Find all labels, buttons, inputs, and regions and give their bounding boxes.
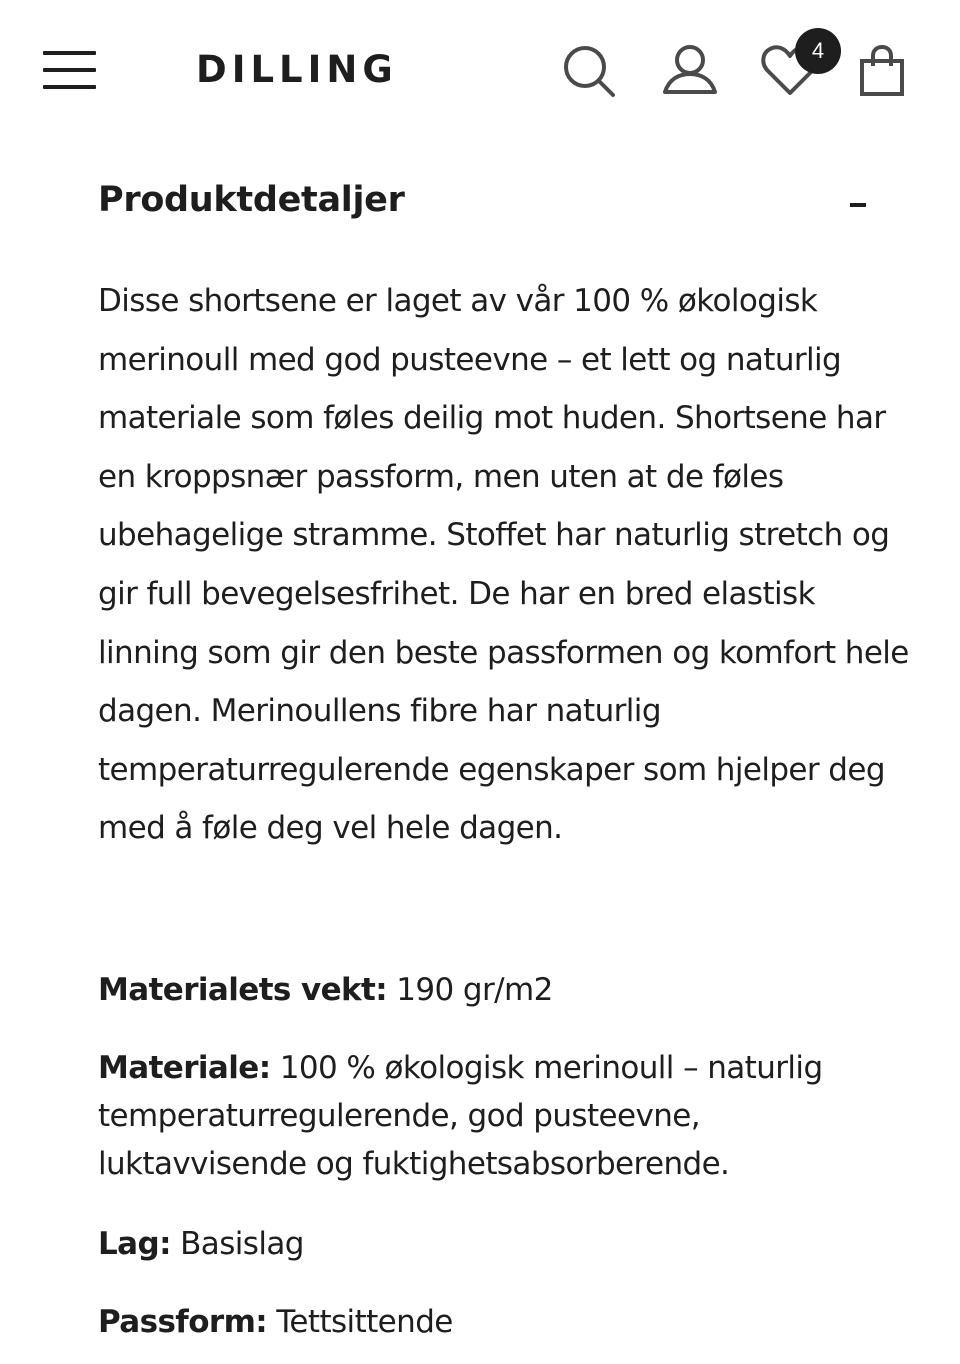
spec-fit: [98, 1298, 910, 1346]
menu-button[interactable]: [40, 46, 100, 94]
product-description: Disse shortsene er laget av vår 100 % økologisk merinoull med god pusteevne – et lett og naturlig materiale som føles deilig mot huden. Shortsene har en kroppsnær passform, men uten at de føles ubehagelige stramme. Stoffet har naturlig stretch og gir full bevegelsesfrihet. De har en bred elastisk linning som gir den beste passformen og komfort hele dagen. Merinoullens fibre har naturlig temperaturregulerende egenskaper som hjelper deg med å føle deg vel hele dagen.: [98, 283, 909, 847]
spec-label: Materialets vekt:: [98, 972, 388, 1008]
user-icon: [660, 42, 720, 98]
wishlist-count-badge: 4: [795, 28, 841, 74]
spec-value: Tettsittende: [276, 1304, 453, 1340]
spec-value: 190 gr/m2: [396, 972, 553, 1008]
collapse-toggle-button[interactable]: [840, 190, 876, 220]
spec-label: Materiale:: [98, 1050, 271, 1086]
brand-logo[interactable]: DILLING: [196, 48, 398, 91]
spec-label: Passform:: [98, 1304, 268, 1340]
shopping-bag-icon: [858, 44, 906, 98]
spec-value: 100 % økologisk merinoull – naturlig temperaturregulerende, god pusteevne, luktavvisende og fuktighetsabsorberende.: [98, 1050, 823, 1182]
cart-button[interactable]: [858, 44, 906, 98]
spec-label: Lag:: [98, 1226, 171, 1262]
search-icon: [560, 42, 618, 100]
section-title[interactable]: Produktdetaljer: [98, 180, 405, 220]
account-button[interactable]: [660, 42, 720, 98]
search-button[interactable]: [560, 42, 618, 100]
spec-value: Basislag: [180, 1226, 304, 1262]
spec-layer: [98, 1220, 910, 1268]
site-header: [0, 0, 960, 140]
spec-material: [98, 1044, 910, 1188]
spec-weight: [98, 966, 910, 1014]
minus-icon: [850, 203, 866, 207]
